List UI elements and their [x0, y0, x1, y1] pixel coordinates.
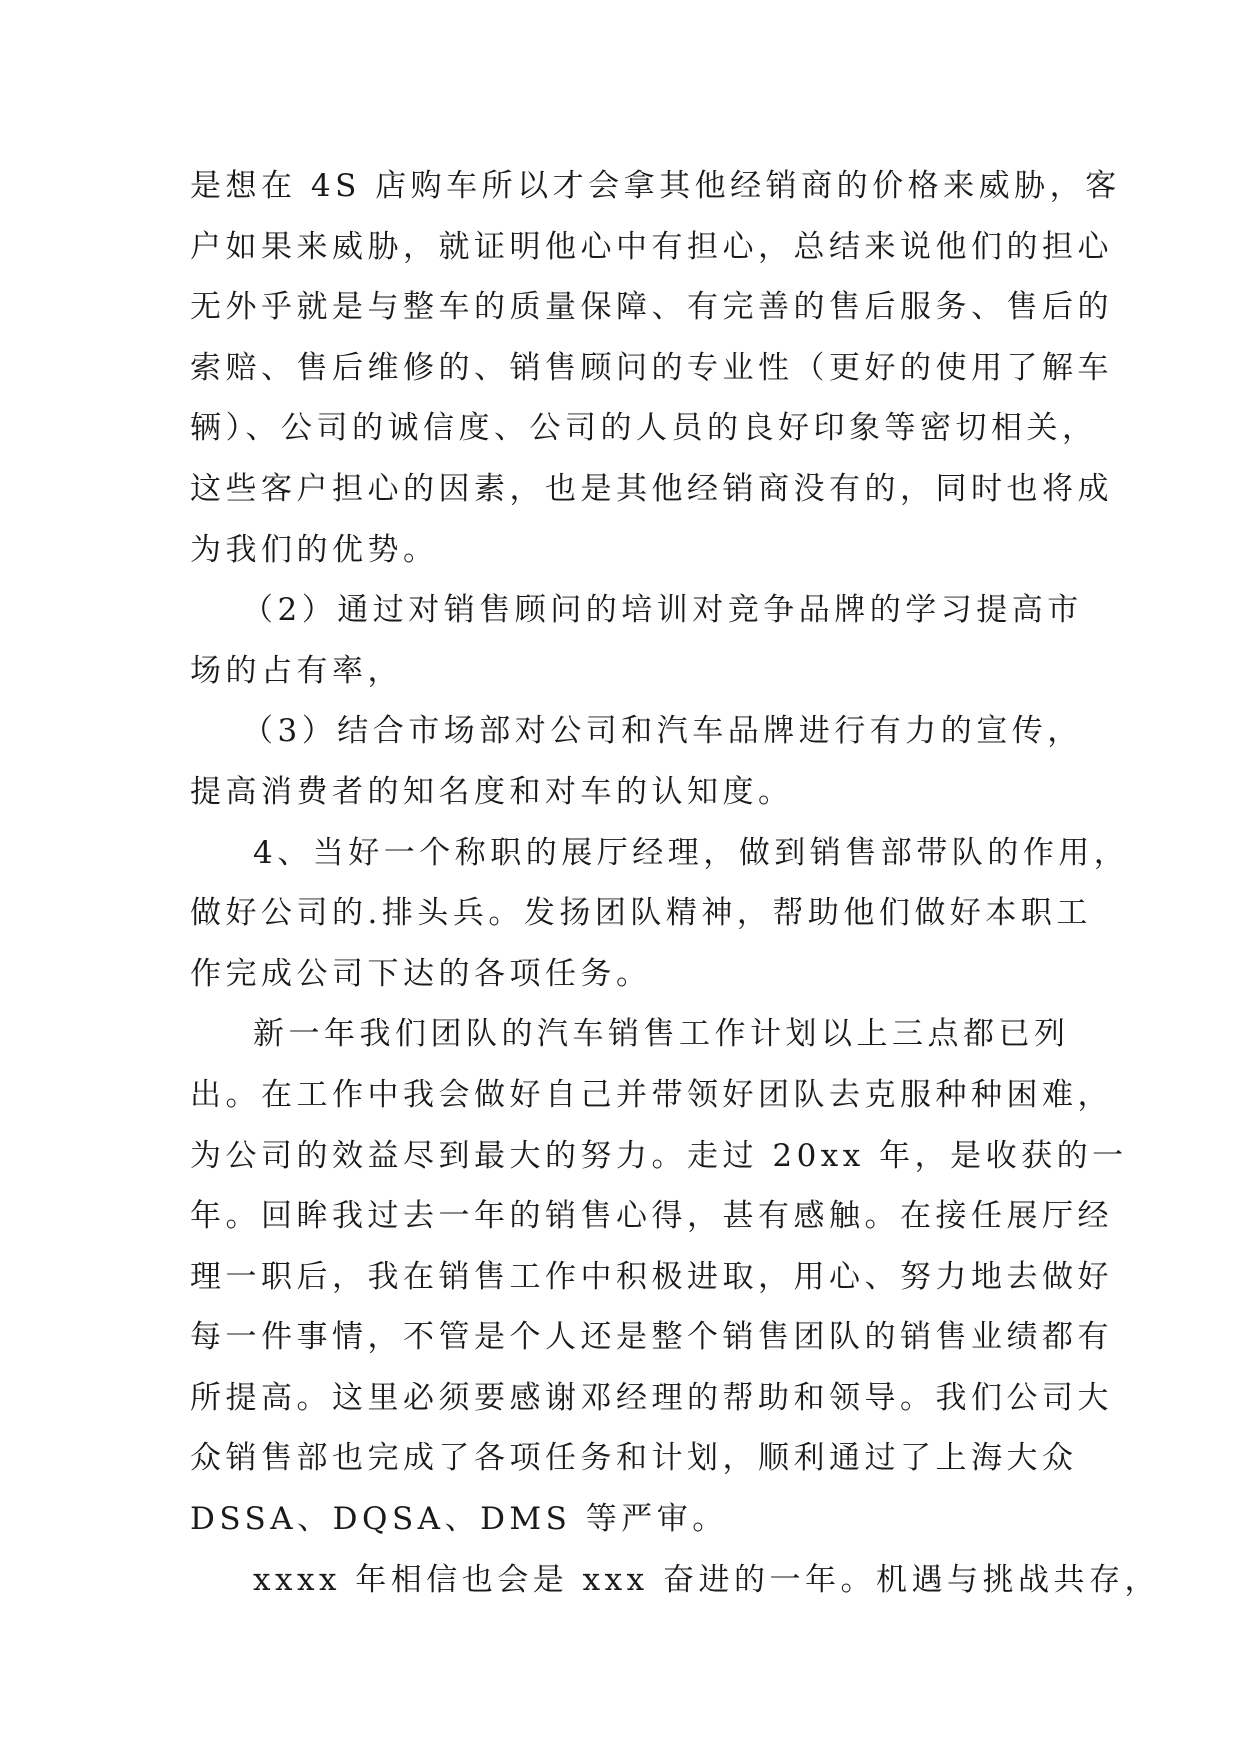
text-line: 这些客户担心的因素，也是其他经销商没有的，同时也将成	[190, 470, 1113, 507]
paragraph-first-line: xxxx 年相信也会是 xxx 奋进的一年。机遇与挑战共存，	[253, 1561, 1160, 1598]
text-line: DSSA、DQSA、DMS 等严审。	[190, 1501, 728, 1538]
text-line: 每一件事情，不管是个人还是整个销售团队的销售业绩都有	[190, 1319, 1113, 1356]
text-line: 为公司的效益尽到最大的努力。走过 20xx 年，是收获的一	[190, 1137, 1128, 1174]
paragraph-first-line: （3）结合市场部对公司和汽车品牌进行有力的宣传，	[242, 713, 1083, 750]
text-line: 众销售部也完成了各项任务和计划，顺利通过了上海大众	[190, 1440, 1078, 1477]
text-line: 户如果来威胁，就证明他心中有担心，总结来说他们的担心	[190, 228, 1113, 265]
paragraph-first-line: （2）通过对销售顾问的培训对竞争品牌的学习提高市	[242, 592, 1083, 629]
text-line: 无外乎就是与整车的质量保障、有完善的售后服务、售后的	[190, 289, 1113, 326]
text-line: 所提高。这里必须要感谢邓经理的帮助和领导。我们公司大	[190, 1379, 1113, 1416]
text-line: 提高消费者的知名度和对车的认知度。	[190, 773, 794, 810]
text-line: 作完成公司下达的各项任务。	[190, 955, 652, 992]
text-line: 做好公司的.排头兵。发扬团队精神，帮助他们做好本职工	[190, 895, 1092, 932]
paragraph-first-line: 4、当好一个称职的展厅经理，做到销售部带队的作用，	[253, 834, 1130, 871]
text-line: 理一职后，我在销售工作中积极进取，用心、努力地去做好	[190, 1258, 1113, 1295]
text-line: 索赔、售后维修的、销售顾问的专业性（更好的使用了解车	[190, 349, 1113, 386]
paragraph-first-line: 新一年我们团队的汽车销售工作计划以上三点都已列	[253, 1016, 1070, 1053]
text-line: 辆）、公司的诚信度、公司的人员的良好印象等密切相关，	[190, 410, 1098, 447]
text-line: 出。在工作中我会做好自己并带领好团队去克服种种困难，	[190, 1076, 1113, 1113]
text-line: 为我们的优势。	[190, 531, 439, 568]
text-line: 是想在 4S 店购车所以才会拿其他经销商的价格来威胁，客	[190, 168, 1121, 204]
text-line: 年。回眸我过去一年的销售心得，甚有感触。在接任展厅经	[190, 1198, 1113, 1235]
text-line: 场的占有率，	[190, 652, 403, 689]
document-body	[190, 156, 1160, 1610]
